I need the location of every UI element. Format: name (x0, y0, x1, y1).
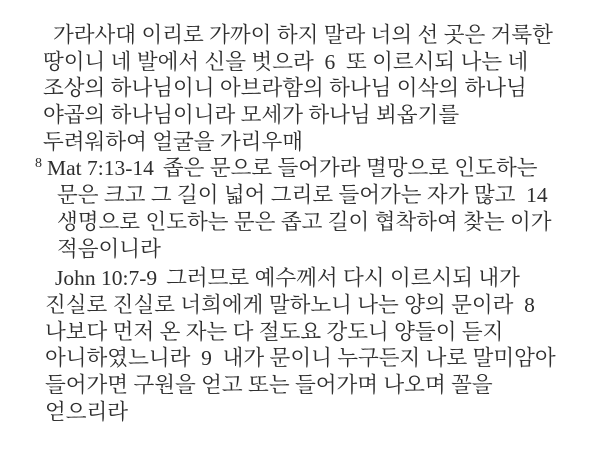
text-line (55, 265, 600, 292)
text-line: 야곱의 하나님이니라 모세가 하나님 뵈옵기를 (43, 103, 460, 128)
text-line: 문은 크고 그 길이 넓어 그리로 들어가는 자가 많고 14 (57, 183, 548, 208)
text-line: 조상의 하나님이니 아브라함의 하나님 이삭의 하나님 (43, 76, 527, 101)
text-line: 두려워하여 얼굴을 가리우매 (43, 129, 303, 154)
text-line (35, 155, 600, 182)
text-line: 아니하였느니라 9 내가 문이니 누구든지 나로 말미암아 (45, 346, 556, 371)
verse-reference: Mat 7:13-14 (47, 156, 154, 181)
text-line: 가라사대 이리로 가까이 하지 말라 너의 선 곳은 거룩한 (53, 23, 553, 47)
passage-matthew (0, 155, 600, 262)
text-line: 진실로 진실로 너희에게 말하노니 나는 양의 문이라 8 (45, 292, 535, 317)
text-line: 생명으로 인도하는 문은 좁고 길이 협착하여 찾는 이가 (57, 209, 552, 234)
passage-exodus (0, 22, 600, 155)
text-line: 나보다 먼저 온 자는 다 절도요 강도니 양들이 듣지 (45, 319, 504, 344)
verse-text: 그러므로 예수께서 다시 이르시되 내가 (166, 266, 520, 291)
list-item-number: 8 (35, 156, 42, 172)
verse-reference: John 10:7-9 (55, 266, 158, 291)
verse-text: 좁은 문으로 들어가라 멸망으로 인도하는 (162, 156, 538, 181)
text-line: 적음이니라 (57, 236, 161, 261)
text-line: 얻으리라 (45, 399, 129, 424)
text-line: 땅이니 네 발에서 신을 벗으라 6 또 이르시되 나는 네 (43, 49, 529, 74)
text-line: 들어가면 구원을 얻고 또는 들어가며 나오며 꼴을 (45, 372, 493, 397)
passage-john (0, 265, 600, 425)
